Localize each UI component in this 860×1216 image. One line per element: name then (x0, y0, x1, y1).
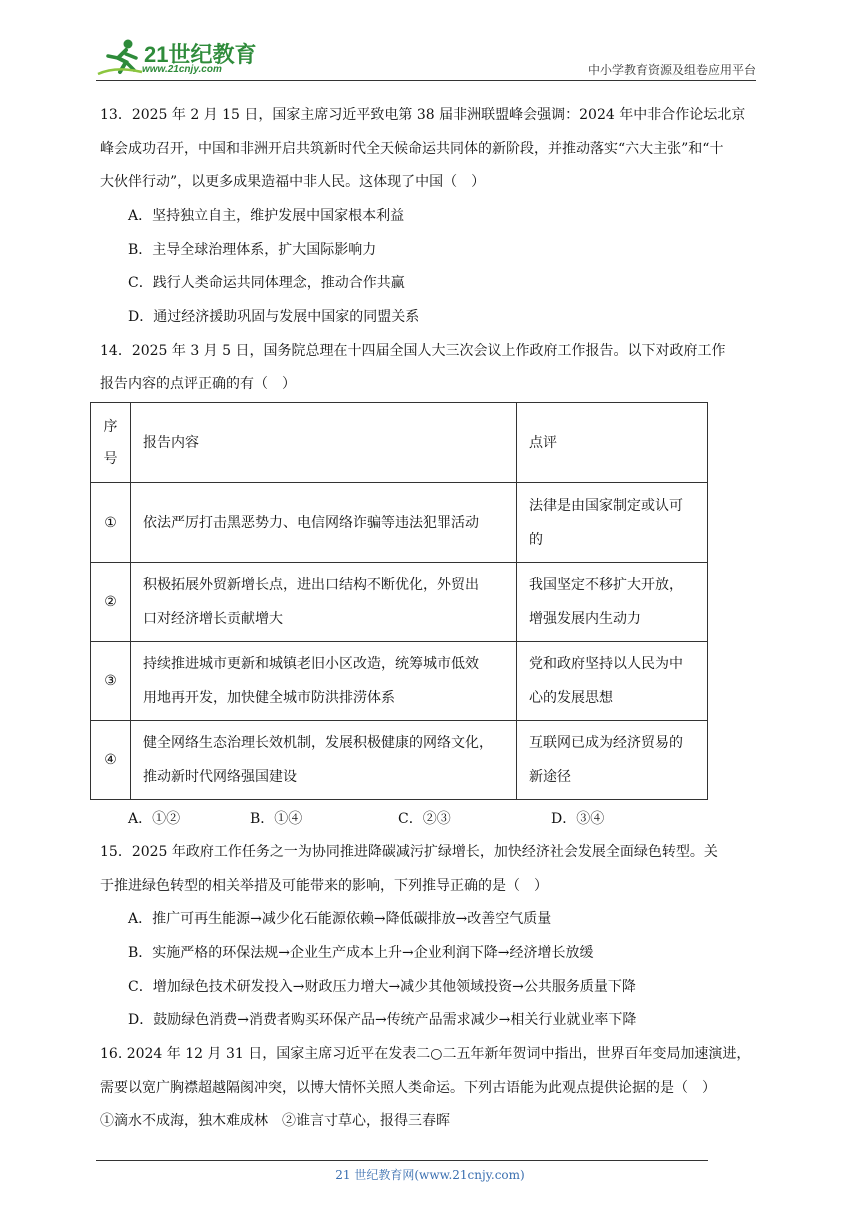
row-content-line: 口对经济增长贡献增大 (143, 611, 283, 627)
row-comment-line: 心的发展思想 (529, 690, 613, 706)
q15-option-a: A．推广可再生能源→减少化石能源依赖→降低碳排放→改善空气质量 (128, 911, 552, 927)
q13-option-d: D．通过经济援助巩固与发展中国家的同盟关系 (128, 309, 420, 325)
row-content-line: 推动新时代网络强国建设 (143, 769, 297, 785)
platform-label: 中小学教育资源及组卷应用平台 (587, 63, 756, 77)
row-content (131, 721, 517, 800)
header-divider (96, 80, 756, 81)
q15-option-c: C．增加绿色技术研发投入→财政压力增大→减少其他领域投资→公共服务质量下降 (128, 979, 636, 995)
q13-option-b: B．主导全球治理体系，扩大国际影响力 (128, 242, 377, 258)
runner-logo-icon (96, 38, 144, 78)
row-content-line: 用地再开发，加快健全城市防洪排涝体系 (143, 690, 395, 706)
header-num-char-1: 序 (103, 418, 118, 435)
q13-line-1: 13．2025 年 2 月 15 日，国家主席习近平致电第 38 届非洲联盟峰会强调：2024 年中非合作论坛北京 (100, 107, 746, 123)
row-num: ③ (91, 642, 131, 721)
row-comment-line: 新途径 (529, 769, 571, 785)
q13-option-c: C．践行人类命运共同体理念，推动合作共赢 (128, 275, 405, 291)
footer-link[interactable]: 21 世纪教育网(www.21cnjy.com) (335, 1168, 525, 1182)
row-comment-line: 法律是由国家制定或认可 (529, 497, 683, 514)
row-comment (517, 642, 708, 721)
table-header-row (91, 403, 708, 483)
row-comment-line: 党和政府坚持以人民为中 (529, 656, 683, 672)
footer-divider (96, 1160, 708, 1161)
q16-line-1: 16. 2024 年 12 月 31 日，国家主席习近平在发表二○二五年新年贺词中指出，世界百年变局加速演进， (100, 1046, 751, 1062)
header-num-char-2: 号 (103, 450, 118, 467)
site-logo (96, 38, 266, 80)
q13-line-2: 峰会成功召开，中国和非洲开启共筑新时代全天候命运共同体的新阶段，并推动落实“六大主张”和“十 (100, 141, 724, 157)
header-cell-content: 报告内容 (131, 403, 517, 483)
header-cell-comment: 点评 (517, 403, 708, 483)
row-num: ① (91, 483, 131, 563)
row-comment-line: 的 (529, 531, 543, 548)
q16-line-2: 需要以宽广胸襟超越隔阂冲突，以博大情怀关照人类命运。下列古语能为此观点提供论据的是（ ） (100, 1080, 716, 1096)
row-num: ② (91, 563, 131, 642)
row-content-line: 健全网络生态治理长效机制，发展积极健康的网络文化， (143, 735, 493, 751)
q14-line-1: 14．2025 年 3 月 5 日，国务院总理在十四届全国人大三次会议上作政府工作报告。以下对政府工作 (100, 343, 726, 359)
row-content-line: 依法严厉打击黑恶势力、电信网络诈骗等违法犯罪活动 (143, 514, 479, 531)
row-comment-line: 互联网已成为经济贸易的 (529, 735, 683, 751)
q15-option-d: D．鼓励绿色消费→消费者购买环保产品→传统产品需求减少→相关行业就业率下降 (128, 1012, 637, 1028)
q15-line-2: 于推进绿色转型的相关举措及可能带来的影响，下列推导正确的是（ ） (100, 878, 548, 894)
logo-url: www.21cnjy.com (142, 64, 222, 75)
header-cell-num (91, 403, 131, 483)
q16-line-3: ①滴水不成海，独木难成林 ②谁言寸草心，报得三春晖 (100, 1113, 450, 1129)
logo-text: 21世纪教育 (144, 42, 257, 67)
q14-choice-b: B．①④ (250, 811, 303, 827)
row-num: ④ (91, 721, 131, 800)
row-content (131, 563, 517, 642)
table-row (91, 721, 708, 800)
table-row (91, 483, 708, 563)
row-comment-line: 增强发展内生动力 (529, 611, 641, 627)
row-content-line: 持续推进城市更新和城镇老旧小区改造，统筹城市低效 (143, 656, 479, 672)
row-content-line: 积极拓展外贸新增长点，进出口结构不断优化，外贸出 (143, 577, 479, 593)
q13-option-a: A．坚持独立自主，维护发展中国家根本利益 (128, 208, 405, 224)
row-comment (517, 721, 708, 800)
q15-line-1: 15．2025 年政府工作任务之一为协同推进降碳减污扩绿增长，加快经济社会发展全面绿色转型。关 (100, 844, 718, 860)
q14-table (90, 402, 708, 800)
q13-line-3: 大伙伴行动”，以更多成果造福中非人民。这体现了中国（ ） (100, 174, 486, 190)
table-row (91, 563, 708, 642)
q15-option-b: B．实施严格的环保法规→企业生产成本上升→企业利润下降→经济增长放缓 (128, 945, 594, 961)
q14-choice-d: D．③④ (551, 811, 605, 827)
q14-choice-a: A．①② (128, 811, 181, 827)
row-content (131, 483, 517, 563)
table-row (91, 642, 708, 721)
row-comment-line: 我国坚定不移扩大开放， (529, 577, 683, 593)
row-comment (517, 483, 708, 563)
q14-choice-c: C．②③ (398, 811, 451, 827)
q14-line-2: 报告内容的点评正确的有（ ） (100, 376, 296, 392)
row-content (131, 642, 517, 721)
row-comment (517, 563, 708, 642)
